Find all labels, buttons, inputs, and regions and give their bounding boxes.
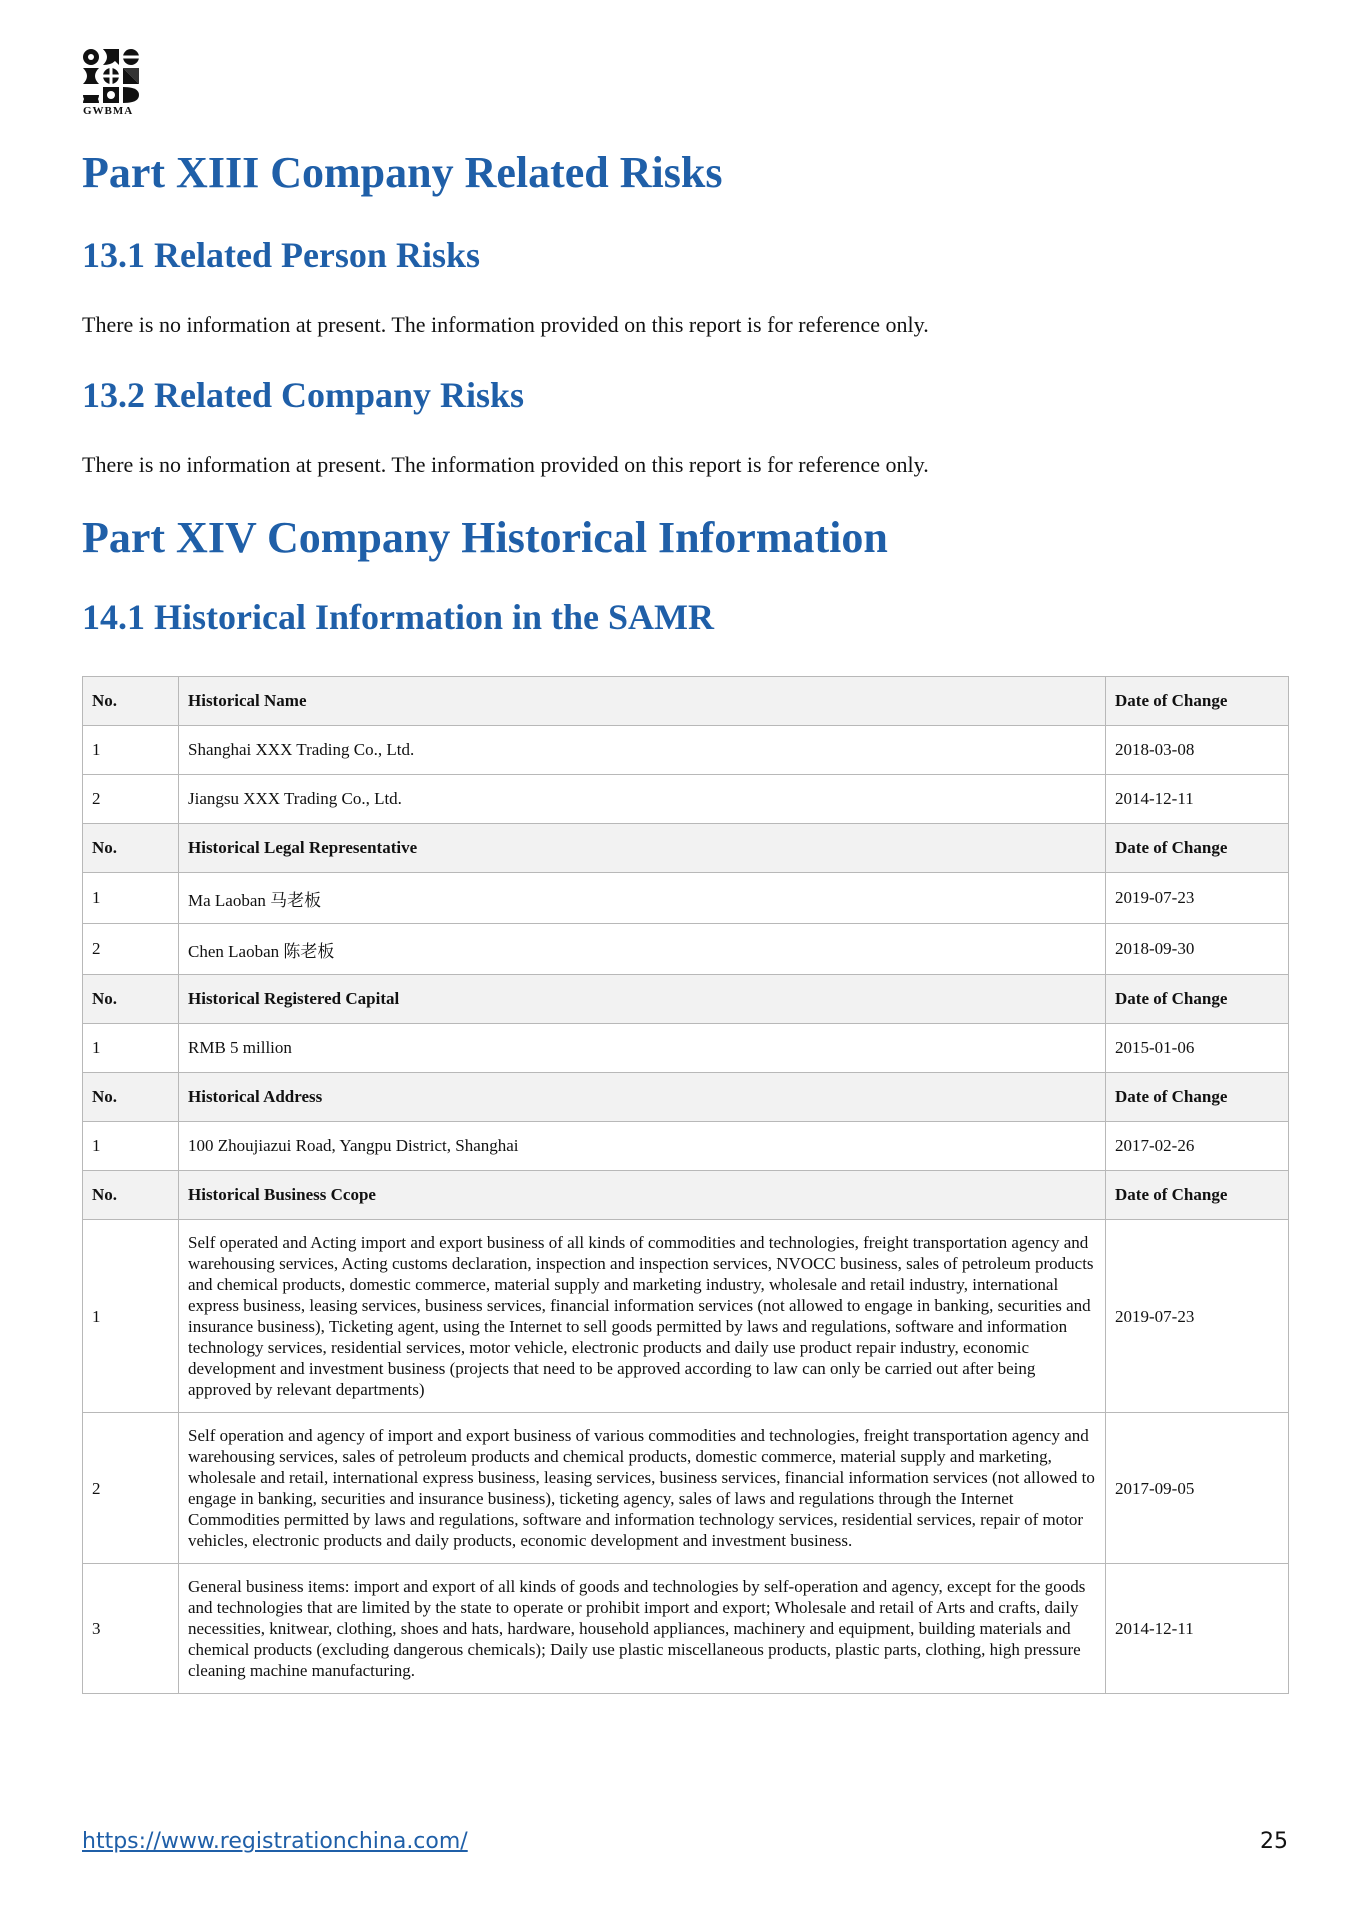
table-cell: 3 — [83, 1564, 179, 1694]
table-cell: Ma Laoban 马老板 — [179, 873, 1106, 924]
table-cell: Shanghai XXX Trading Co., Ltd. — [179, 726, 1106, 775]
table-cell: 2014-12-11 — [1106, 1564, 1289, 1694]
table-cell: 2017-09-05 — [1106, 1413, 1289, 1564]
header-cell: Date of Change — [1106, 824, 1289, 873]
table-cell: Jiangsu XXX Trading Co., Ltd. — [179, 775, 1106, 824]
table-header-row — [83, 1073, 1289, 1122]
table-header-row — [83, 824, 1289, 873]
table-cell: 2 — [83, 775, 179, 824]
table-cell: 1 — [83, 1122, 179, 1171]
header-cell: Date of Change — [1106, 975, 1289, 1024]
table-cell: 1 — [83, 873, 179, 924]
table-cell: 2017-02-26 — [1106, 1122, 1289, 1171]
header-cell: No. — [83, 1171, 179, 1220]
table-cell: Chen Laoban 陈老板 — [179, 924, 1106, 975]
table-cell: 2 — [83, 924, 179, 975]
table-header-row — [83, 975, 1289, 1024]
table-cell: 2018-09-30 — [1106, 924, 1289, 975]
header-cell: Historical Registered Capital — [179, 975, 1106, 1024]
table-row — [83, 1413, 1289, 1564]
table-cell: 1 — [83, 1220, 179, 1413]
header-cell: Historical Name — [179, 677, 1106, 726]
table-cell: 2019-07-23 — [1106, 873, 1289, 924]
historical-info-table — [82, 676, 1289, 1694]
table-cell: 1 — [83, 1024, 179, 1073]
header-cell: Historical Legal Representative — [179, 824, 1106, 873]
table-row — [83, 1122, 1289, 1171]
table-row — [83, 1564, 1289, 1694]
header-cell: No. — [83, 1073, 179, 1122]
table-row — [83, 726, 1289, 775]
header-cell: No. — [83, 824, 179, 873]
table-cell: 2014-12-11 — [1106, 775, 1289, 824]
section-13-2-text: There is no information at present. The information provided on this report is for reference only. — [82, 452, 929, 477]
table-cell: 2019-07-23 — [1106, 1220, 1289, 1413]
table-header-row — [83, 1171, 1289, 1220]
table-cell: 2015-01-06 — [1106, 1024, 1289, 1073]
header-cell: No. — [83, 677, 179, 726]
section-13-1-title: 13.1 Related Person Risks — [82, 235, 480, 275]
gwbma-logo-icon — [82, 48, 140, 104]
table-row — [83, 924, 1289, 975]
page-number: 25 — [1260, 1829, 1288, 1854]
table-row — [83, 775, 1289, 824]
part-13-title: Part XIII Company Related Risks — [82, 148, 723, 197]
section-13-2-title: 13.2 Related Company Risks — [82, 375, 525, 415]
table-cell: 2018-03-08 — [1106, 726, 1289, 775]
section-14-1-title: 14.1 Historical Information in the SAMR — [82, 597, 714, 637]
table-cell: 2 — [83, 1413, 179, 1564]
logo-text: GWBMA — [83, 105, 134, 117]
table-header-row — [83, 677, 1289, 726]
table-row — [83, 1220, 1289, 1413]
header-cell: Date of Change — [1106, 1073, 1289, 1122]
company-logo — [82, 48, 144, 117]
section-13-1-text: There is no information at present. The information provided on this report is for reference only. — [82, 312, 929, 337]
table-cell: 1 — [83, 726, 179, 775]
table-cell: 100 Zhoujiazui Road, Yangpu District, Shanghai — [179, 1122, 1106, 1171]
header-cell: Date of Change — [1106, 1171, 1289, 1220]
header-cell: No. — [83, 975, 179, 1024]
header-cell: Date of Change — [1106, 677, 1289, 726]
header-cell: Historical Address — [179, 1073, 1106, 1122]
footer-website-link[interactable]: https://www.registrationchina.com/ — [82, 1829, 468, 1854]
header-cell: Historical Business Ccope — [179, 1171, 1106, 1220]
table-cell: Self operation and agency of import and export business of various commodities and technologies, freight transportation agency and warehousing services, sales of petroleum products and chemical products, domestic commerce, material supply and marketing, wholesale and retail, international express business, leasing services, business services, financial information services (not allowed to engage in banking, securities and insurance business), ticketing agency, sales of laws and regulations through the Internet Commodities permitted by laws and regulations, software and information technology services, residential services, repair of motor vehicles, electronic products and daily products, economic development and investment business. — [179, 1413, 1106, 1564]
table-cell: RMB 5 million — [179, 1024, 1106, 1073]
part-14-title: Part XIV Company Historical Information — [82, 513, 888, 562]
table-row — [83, 873, 1289, 924]
table-cell: General business items: import and export of all kinds of goods and technologies by self-operation and agency, except for the goods and technologies that are limited by the state to operate or prohibit import and export; Wholesale and retail of Arts and crafts, daily necessities, knitwear, clothing, shoes and hats, hardware, household appliances, machinery and equipment, building materials and chemical products (excluding dangerous chemicals); Daily use plastic miscellaneous products, plastic parts, clothing, high pressure cleaning machine manufacturing. — [179, 1564, 1106, 1694]
table-row — [83, 1024, 1289, 1073]
table-cell: Self operated and Acting import and export business of all kinds of commodities and technologies, freight transportation agency and warehousing services, Acting customs declaration, inspection and inspection services, NVOCC business, sales of petroleum products and chemical products, domestic commerce, material supply and marketing industry, wholesale and retail industry, international express business, leasing services, business services, financial information services (not allowed to engage in banking, securities and insurance business), Ticketing agent, using the Internet to sell goods permitted by laws and regulations, software and information technology services, residential services, motor vehicle, electronic products and daily use product repair industry, economic development and investment business (projects that need to be approved according to law can only be carried out after being approved by relevant departments) — [179, 1220, 1106, 1413]
